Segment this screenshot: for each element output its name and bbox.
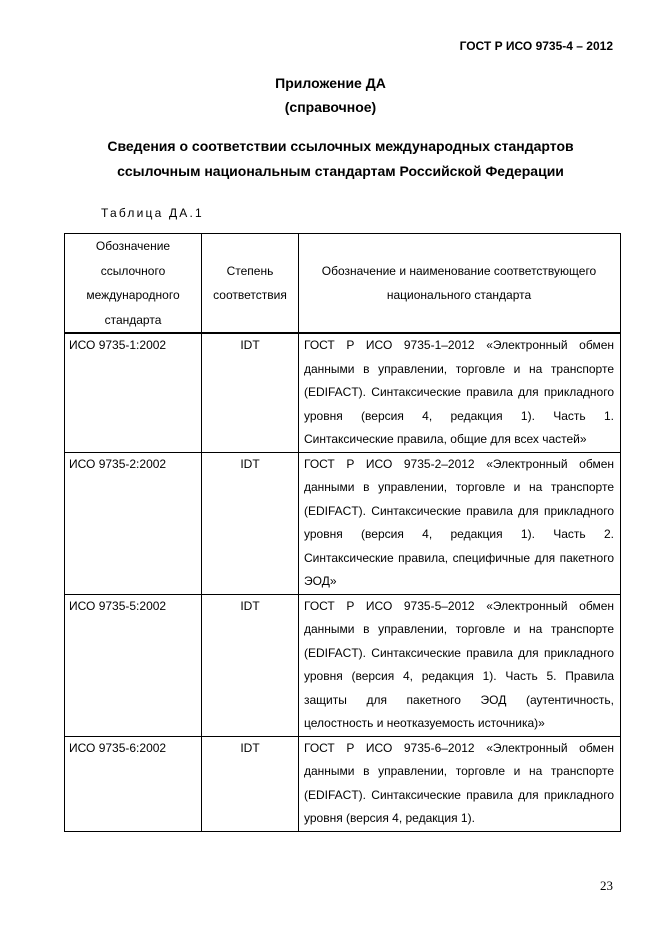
appendix-subtitle: (справочное) [284,99,377,115]
degree-cell: IDT [202,452,299,594]
national-standard-cell: ГОСТ Р ИСО 9735-5–2012 «Электронный обмен данными в управлении, торговле и на транспорте (EDIFACT). Синтаксические правила для прикладного уровня (версия 4, редакция 1). Часть 5. Правила защиты для пакетного ЭОД (аутентичность, целостность и неотказуемость источника)» [299,594,621,736]
standards-table [64,233,621,832]
section-heading [0,134,661,184]
intl-standard-cell: ИСО 9735-1:2002 [65,333,202,452]
intl-standard-cell: ИСО 9735-5:2002 [65,594,202,736]
page-number: 23 [600,878,613,893]
national-standard-cell: ГОСТ Р ИСО 9735-1–2012 «Электронный обмен данными в управлении, торговле и на транспорте (EDIFACT). Синтаксические правила для прикладного уровня (версия 4, редакция 1). Часть 1. Синтаксические правила, общие для всех частей» [299,333,621,452]
header-degree: Степень соответствия [202,234,299,334]
section-heading-line-1: Сведения о соответствии ссылочных международных стандартов [107,138,574,154]
table-row [65,452,621,594]
degree-cell: IDT [202,736,299,831]
header-national-standard: Обозначение и наименование соответствующего национального стандарта [299,234,621,334]
national-standard-cell: ГОСТ Р ИСО 9735-6–2012 «Электронный обмен данными в управлении, торговле и на транспорте (EDIFACT). Синтаксические правила для прикладного уровня (версия 4, редакция 1). [299,736,621,831]
degree-cell: IDT [202,333,299,452]
national-standard-cell: ГОСТ Р ИСО 9735-2–2012 «Электронный обмен данными в управлении, торговле и на транспорте (EDIFACT). Синтаксические правила для прикладного уровня (версия 4, редакция 1). Часть 2. Синтаксические правила, специфичные для пакетного ЭОД» [299,452,621,594]
degree-cell: IDT [202,594,299,736]
document-code: ГОСТ Р ИСО 9735-4 – 2012 [459,39,613,53]
section-heading-line-2: ссылочным национальным стандартам Российской Федерации [117,163,564,179]
table-header-row [65,234,621,334]
intl-standard-cell: ИСО 9735-2:2002 [65,452,202,594]
table-row [65,333,621,452]
table-label: Таблица ДА.1 [101,206,204,220]
table-row [65,736,621,831]
intl-standard-cell: ИСО 9735-6:2002 [65,736,202,831]
table-row [65,594,621,736]
appendix-title: Приложение ДА [275,75,386,91]
header-intl-standard: Обозначение ссылочного международного стандарта [65,234,202,334]
